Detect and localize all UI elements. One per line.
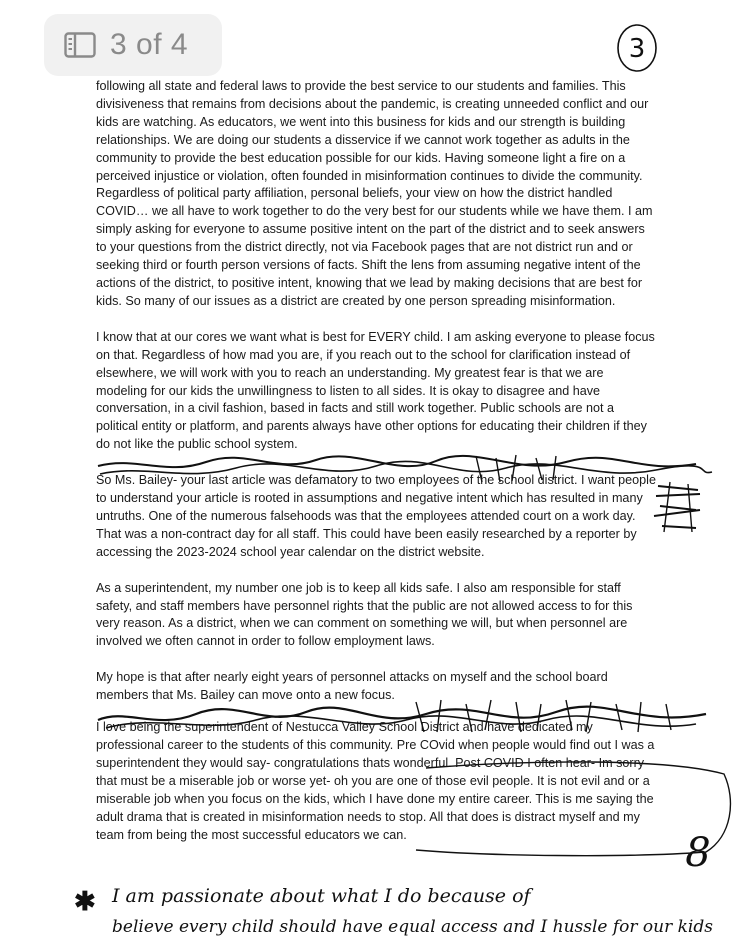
paragraph-6: I love being the superintendent of Nestucca Valley School District and have dedicated my professional career to the students of this community. Pre COvid when people would find out I was a superintendent they would say- congratulations thats wonderful. Post COVID I often hear- Im sorry that must be a miserable job or worse yet- oh you are one of those evil people. It is not evil and or a miserable job when you focus on the kids, which I have done my entire career. This is me saying the adult drama that is created in misinformation needs to stop. All that does is distract myself and my team from being the most successful educators we can. (96, 720, 655, 842)
paragraph-2: I know that at our cores we want what is best for EVERY child. I am asking everyone to please focus on that. Regardless of how mad you are, if you reach out to the school for clarification instead of elsewhere, we will work with you to reach an understanding. My greatest fear is that we are modeling for our kids the unwillingness to listen to all sides. It is okay to disagree and have conversation, in a civil fashion, based in facts and still work together. Public schools are not a political entity or platform, and parents always have other options for educating their children if they do not like the public school system. (96, 329, 655, 452)
handwritten-note (72, 880, 740, 938)
circled-page-number-annotation (615, 22, 659, 74)
paragraph-4: As a superintendent, my number one job is to keep all kids safe. I also am responsible for staff safety, and staff members have personnel rights that the public are not allowed access to for this very reason. As a district, when we can comment on something we will, but when personnel are involved we often cannot in order to follow employment laws. (96, 580, 633, 649)
page-number-label: 3 of 4 (110, 28, 189, 61)
handwritten-note-line-1: I am passionate about what I do because of (112, 885, 531, 907)
paragraph-1: following all state and federal laws to provide the best service to our students and families. This divisiveness that remains from decisions about the pandemic, is creating unneeded conflict and our kids are watching. As educators, we went into this business for kids and our strength is building relationships. We are doing our students a disservice if we cannot work together as adults in the community to provide the best education possible for our kids. Having someone light a fire on a perceived injustice or violation, often founded in misinformation continues to divide the community. Regardless of political party affiliation, personal beliefs, your view on how the district handled COVID… we all have to work together to do the very best for our students while we have them. I am simply asking for everyone to assume positive intent on the part of the district and to seek answers to your questions from the district directly, not via Facebook pages that are not district run and or seeking third or fourth person versions of facts. Shift the lens from assuming negative intent of the actions of the district, to positive intent, knowing that we lead by making decisions that are best for kids. So many of our issues as a district are created by one person spreading misinformation. (96, 79, 653, 308)
svg-text:✱: ✱ (74, 887, 96, 917)
paragraph-5: My hope is that after nearly eight years of personnel attacks on myself and the school board members that Ms. Bailey can move onto a new focus. (96, 670, 608, 703)
scribble-margin-mark (650, 478, 710, 538)
page-list-icon (64, 32, 96, 58)
margin-number-text: 8 (685, 830, 711, 876)
document-body (96, 78, 656, 862)
page-indicator[interactable] (44, 14, 222, 76)
margin-number-annotation (676, 820, 726, 880)
circled-number-text: 3 (628, 34, 646, 64)
paragraph-3: So Ms. Bailey- your last article was defamatory to two employees of the school district. I want people to understand your article is rooted in assumptions and negative intent which has resulted in many untruths. One of the numerous falsehoods was that the employees attended court on a work day. That was a non-contract day for all staff. This could have been easily researched by a reporter by accessing the 2023-2024 school year calendar on the district website. (96, 473, 656, 559)
handwritten-note-line-2: believe every child should have equal access and I hussle for our kids (112, 917, 713, 937)
